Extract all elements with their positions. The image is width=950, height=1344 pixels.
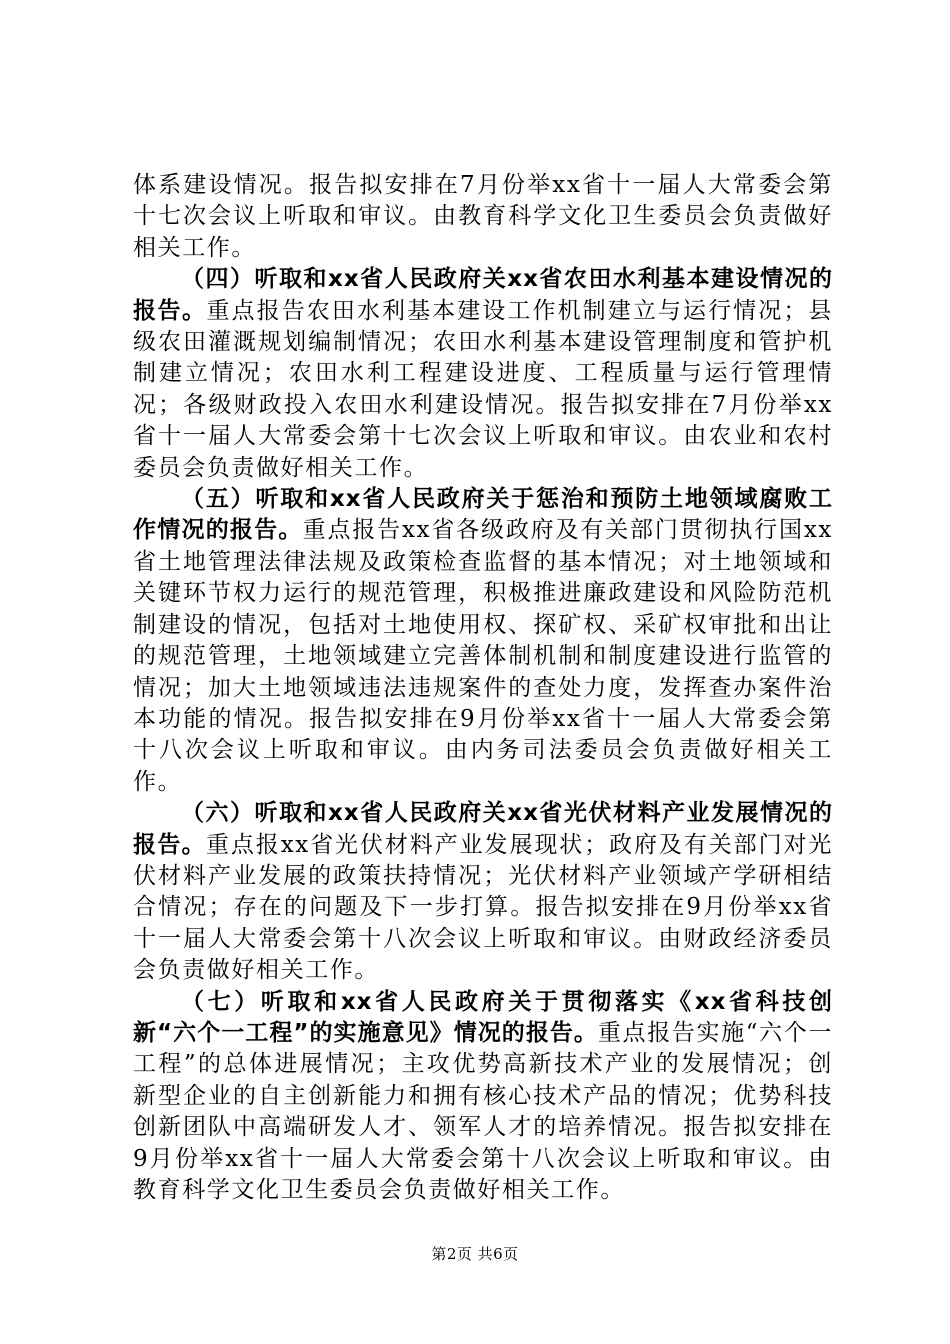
paragraph-text: 重点报xx省光伏材料产业发展现状；政府及有关部门对光伏材料产业发展的政策扶持情况；光伏材料产业领域产学研相结合情况；存在的问题及下一步打算。报告拟安排在9月份举xx省十一届人大常委会第十八次会议上听取和审议。由财政经济委员会负责做好相关工作。 bbox=[133, 831, 834, 984]
paragraph-item-5 bbox=[133, 484, 833, 798]
paragraph-heading: （五）听取和xx省人民政府关于惩治和预防土地领域腐败工作情况的报告。 bbox=[133, 486, 833, 544]
paragraph-heading: （四）听取和xx省人民政府关xx省农田水利基本建设情况的报告。 bbox=[133, 266, 833, 324]
paragraph-text: 重点报告xx省各级政府及有关部门贯彻执行国xx省土地管理法律法规及政策检查监督的基本情况；对土地领域和关键环节权力运行的规范管理，积极推进廉政建设和风险防范机制建设的情况，包括对土地使用权、探矿权、采矿权审批和出让的规范管理，土地领域建立完善体制机制和制度建设进行监管的情况；加大土地领域违法违规案件的查处力度，发挥查办案件治本功能的情况。报告拟安排在9月份举xx省十一届人大常委会第十八次会议上听取和审议。由内务司法委员会负责做好相关工作。 bbox=[133, 517, 834, 795]
paragraph-text: 体系建设情况。报告拟安排在7月份举xx省十一届人大常委会第十七次会议上听取和审议。由教育科学文化卫生委员会负责做好相关工作。 bbox=[133, 172, 833, 261]
page-number-footer: 第2页 共6页 bbox=[431, 1245, 519, 1263]
paragraph-item-7 bbox=[133, 987, 833, 1207]
paragraph-continuation bbox=[133, 170, 833, 264]
paragraph-item-6 bbox=[133, 798, 833, 986]
paragraph-text: 重点报告农田水利基本建设工作机制建立与运行情况；县级农田灌溉规划编制情况；农田水利基本建设管理制度和管护机制建立情况；农田水利工程建设进度、工程质量与运行管理情况；各级财政投入农田水利建设情况。报告拟安排在7月份举xx省十一届人大常委会第十七次会议上听取和审议。由农业和农村委员会负责做好相关工作。 bbox=[133, 297, 834, 481]
paragraph-item-4 bbox=[133, 264, 833, 484]
document-body bbox=[133, 170, 833, 1206]
paragraph-text: 重点报告实施“六个一工程”的总体进展情况；主攻优势高新技术产业的发展情况；创新型企业的自主创新能力和拥有核心技术产品的情况；优势科技创新团队中高端研发人才、领军人才的培养情况。报告拟安排在9月份举xx省十一届人大常委会第十八次会议上听取和审议。由教育科学文化卫生委员会负责做好相关工作。 bbox=[133, 1019, 833, 1203]
paragraph-heading: （六）听取和xx省人民政府关xx省光伏材料产业发展情况的报告。 bbox=[133, 800, 833, 858]
paragraph-heading: （七）听取和xx省人民政府关于贯彻落实《xx省科技创新“六个一工程”的实施意见》情况的报告。 bbox=[133, 988, 833, 1046]
